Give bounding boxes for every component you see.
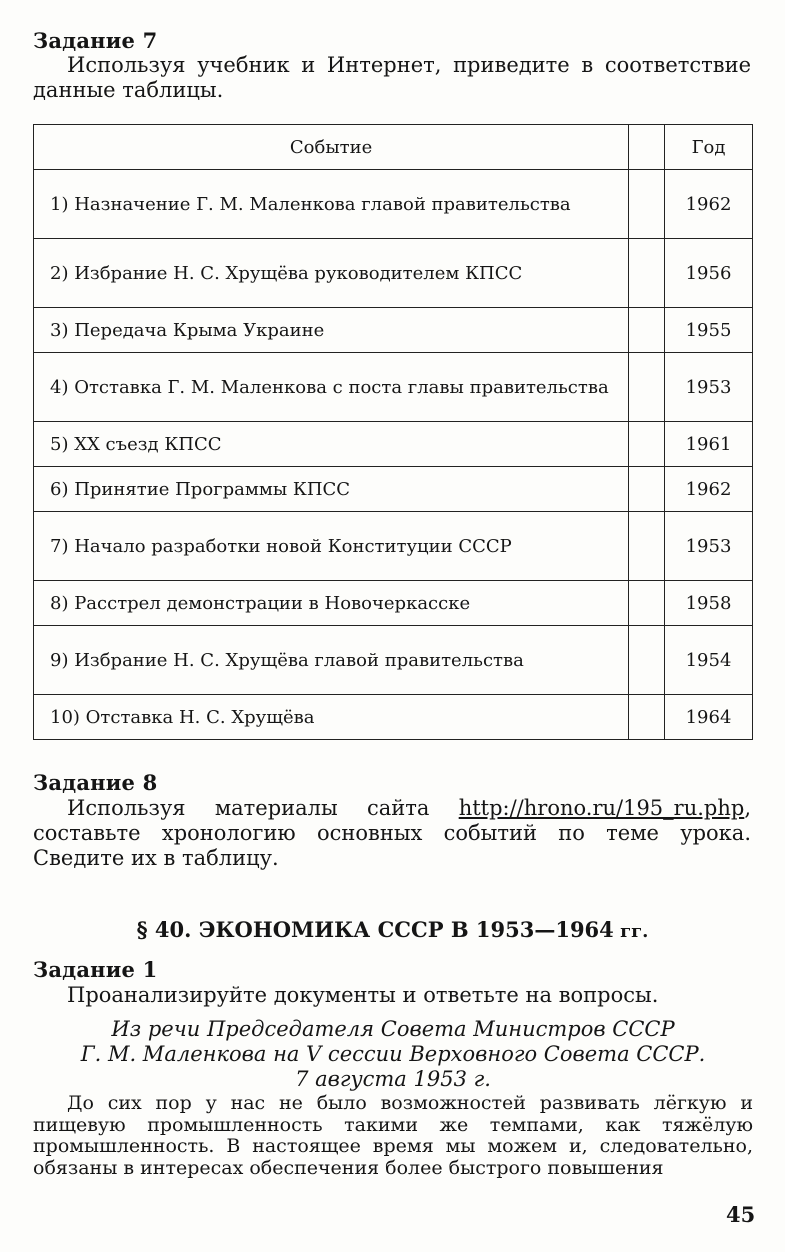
event-cell: 8) Расстрел демонстрации в Новочеркасске: [34, 581, 629, 626]
spacer-cell: [629, 308, 665, 353]
section-heading-main: § 40. ЭКОНОМИКА СССР В 1953—1964: [136, 917, 614, 942]
event-cell: 6) Принятие Программы КПСС: [34, 467, 629, 512]
event-cell: 5) XX съезд КПСС: [34, 422, 629, 467]
event-cell: 7) Начало разработки новой Конституции СССР: [34, 512, 629, 581]
year-cell: 1954: [665, 626, 753, 695]
event-cell: 4) Отставка Г. М. Маленкова с поста главы правительства: [34, 353, 629, 422]
hrono-link[interactable]: http://hrono.ru/195_ru.php: [458, 796, 745, 820]
table-row: [34, 422, 753, 467]
task-7-instruction: Используя учебник и Интернет, приведите в соответствие данные таблицы.: [33, 53, 751, 102]
table-header-row: [34, 125, 753, 170]
event-cell: 10) Отставка Н. С. Хрущёва: [34, 695, 629, 740]
spacer-cell: [629, 170, 665, 239]
spacer-cell: [629, 353, 665, 422]
table-row: [34, 581, 753, 626]
event-cell: 9) Избрание Н. С. Хрущёва главой правительства: [34, 626, 629, 695]
year-cell: 1953: [665, 512, 753, 581]
task-1-title: Задание 1: [33, 957, 158, 982]
task-8-text-after: , составьте хронологию основных событий по теме урока. Сведите их в таблицу.: [33, 796, 751, 870]
event-cell: 3) Передача Крыма Украине: [34, 308, 629, 353]
year-cell: 1958: [665, 581, 753, 626]
year-cell: 1964: [665, 695, 753, 740]
year-cell: 1956: [665, 239, 753, 308]
task-1-instruction: Проанализируйте документы и ответьте на вопросы.: [67, 983, 659, 1007]
year-cell: 1962: [665, 170, 753, 239]
document-source-line-1: Из речи Председателя Совета Министров СССР: [111, 1017, 675, 1041]
spacer-cell: [629, 581, 665, 626]
task-8-title: Задание 8: [33, 770, 158, 795]
table-row: [34, 695, 753, 740]
table-row: [34, 353, 753, 422]
spacer-cell: [629, 512, 665, 581]
event-cell: 2) Избрание Н. С. Хрущёва руководителем КПСС: [34, 239, 629, 308]
page-number: 45: [726, 1202, 756, 1227]
header-event: Событие: [34, 125, 629, 170]
spacer-cell: [629, 239, 665, 308]
section-heading-suffix: гг.: [613, 921, 649, 942]
task-8-text-before: Используя материалы сайта: [67, 796, 459, 820]
table-row: [34, 170, 753, 239]
table-row: [34, 512, 753, 581]
year-cell: 1961: [665, 422, 753, 467]
event-cell: 1) Назначение Г. М. Маленкова главой правительства: [34, 170, 629, 239]
table-row: [34, 626, 753, 695]
spacer-cell: [629, 422, 665, 467]
task-7-title: Задание 7: [33, 28, 158, 53]
year-cell: 1962: [665, 467, 753, 512]
document-text: До сих пор у нас не было возможностей развивать лёгкую и пищевую промышленность такими же темпами, как тяжёлую промышленность. В настоящее время мы можем и, следовательно, обязаны в интересах обеспечения более быстрого повышения: [33, 1092, 753, 1179]
spacer-cell: [629, 695, 665, 740]
document-source: [33, 1017, 753, 1092]
document-source-line-3: 7 августа 1953 г.: [295, 1067, 491, 1091]
header-spacer: [629, 125, 665, 170]
task-8-instruction: [33, 796, 751, 871]
section-heading: [0, 917, 785, 942]
spacer-cell: [629, 467, 665, 512]
table-row: [34, 308, 753, 353]
table-row: [34, 467, 753, 512]
table-row: [34, 239, 753, 308]
events-table: [33, 124, 753, 740]
header-year: Год: [665, 125, 753, 170]
spacer-cell: [629, 626, 665, 695]
document-source-line-2: Г. М. Маленкова на V сессии Верховного Совета СССР.: [80, 1042, 706, 1066]
year-cell: 1953: [665, 353, 753, 422]
year-cell: 1955: [665, 308, 753, 353]
